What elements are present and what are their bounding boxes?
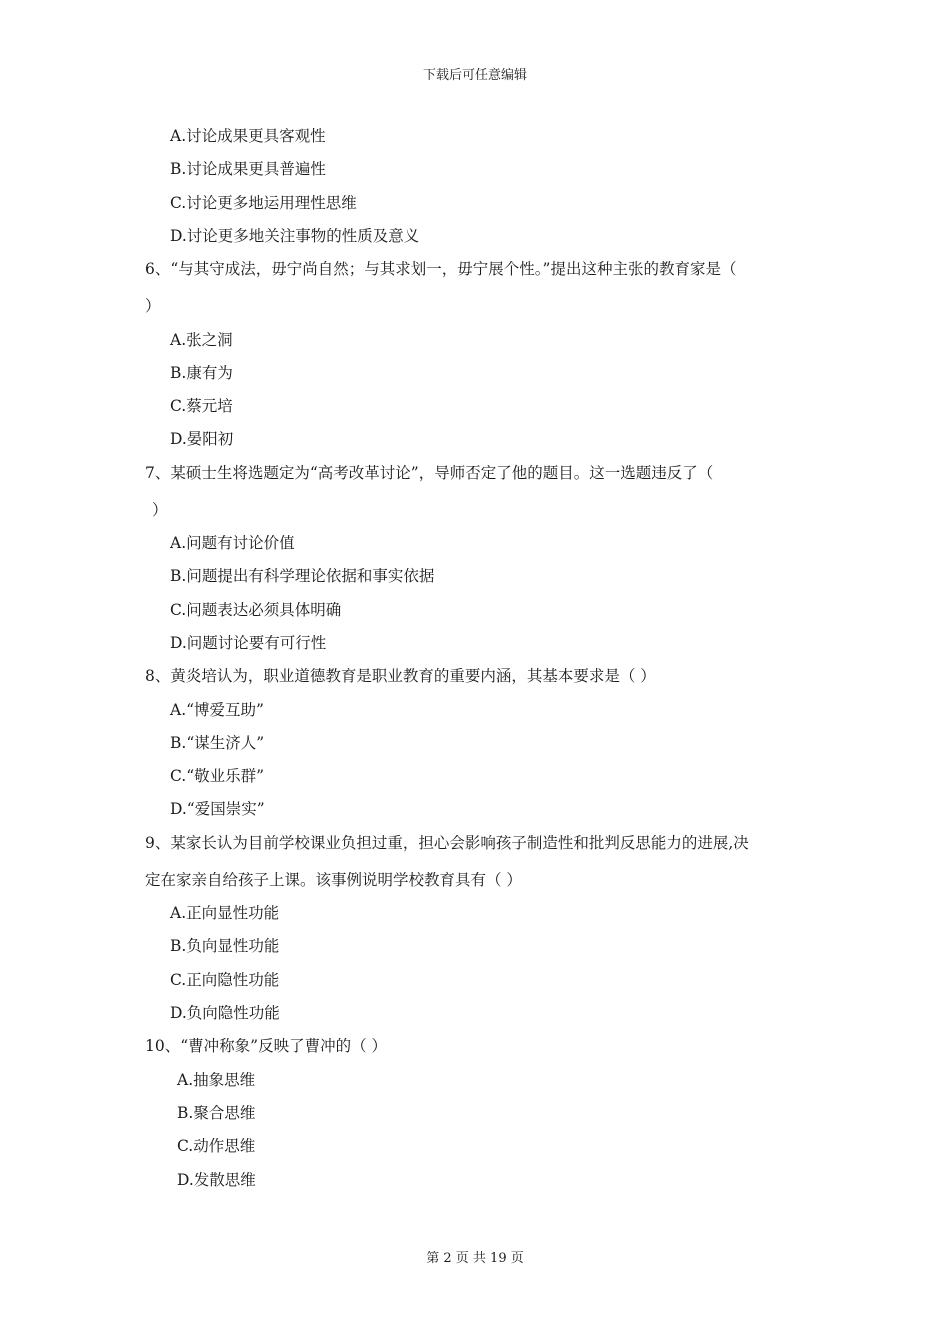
page-footer: 第 2 页 共 19 页 bbox=[426, 1251, 524, 1266]
q8-option-c: C.“敬业乐群” bbox=[170, 767, 265, 785]
q8-option-d: D.“爱国崇实” bbox=[170, 800, 265, 818]
q7-option-a: A.问题有讨论价值 bbox=[170, 534, 295, 552]
q5-option-a: A.讨论成果更具客观性 bbox=[170, 127, 326, 145]
q9-stem-continued: 定在家亲自给孩子上课。该事例说明学校教育具有（ ） bbox=[145, 871, 522, 889]
q5-option-c: C.讨论更多地运用理性思维 bbox=[170, 194, 357, 212]
q6-option-a: A.张之洞 bbox=[170, 331, 233, 349]
q9-stem: 9、某家长认为目前学校课业负担过重，担心会影响孩子制造性和批判反思能力的进展,决 bbox=[145, 834, 749, 852]
q6-option-c: C.蔡元培 bbox=[170, 397, 233, 415]
q7-stem: 7、某硕士生将选题定为“高考改革讨论”，导师否定了他的题目。这一选题违反了（ bbox=[145, 464, 714, 482]
q5-option-b: B.讨论成果更具普遍性 bbox=[170, 160, 326, 178]
q10-option-a: A.抽象思维 bbox=[177, 1071, 256, 1089]
q6-stem: 6、“与其守成法，毋宁尚自然；与其求划一，毋宁展个性。”提出这种主张的教育家是（ bbox=[145, 260, 737, 278]
q9-option-a: A.正向显性功能 bbox=[170, 904, 280, 922]
q8-option-b: B.“谋生济人” bbox=[170, 734, 265, 752]
q7-option-d: D.问题讨论要有可行性 bbox=[170, 634, 327, 652]
q8-stem: 8、黄炎培认为，职业道德教育是职业教育的重要内涵，其基本要求是（ ） bbox=[145, 667, 656, 685]
q9-option-d: D.负向隐性功能 bbox=[170, 1004, 280, 1022]
q5-option-d: D.讨论更多地关注事物的性质及意义 bbox=[170, 227, 420, 245]
q9-option-c: C.正向隐性功能 bbox=[170, 971, 280, 989]
q6-option-d: D.晏阳初 bbox=[170, 430, 234, 448]
q10-option-c: C.动作思维 bbox=[177, 1137, 256, 1155]
q10-option-b: B.聚合思维 bbox=[177, 1104, 256, 1122]
q10-option-d: D.发散思维 bbox=[177, 1171, 256, 1189]
q8-option-a: A.“博爱互助” bbox=[170, 701, 264, 719]
q7-option-c: C.问题表达必须具体明确 bbox=[170, 601, 342, 619]
q9-option-b: B.负向显性功能 bbox=[170, 937, 280, 955]
page-header: 下载后可任意编辑 bbox=[422, 68, 527, 83]
q6-stem-continued: ） bbox=[145, 297, 161, 315]
q7-stem-continued: ） bbox=[152, 501, 168, 519]
q10-stem: 10、“曹冲称象”反映了曹冲的（ ） bbox=[145, 1037, 387, 1055]
q7-option-b: B.问题提出有科学理论依据和事实依据 bbox=[170, 567, 435, 585]
q6-option-b: B.康有为 bbox=[170, 364, 233, 382]
